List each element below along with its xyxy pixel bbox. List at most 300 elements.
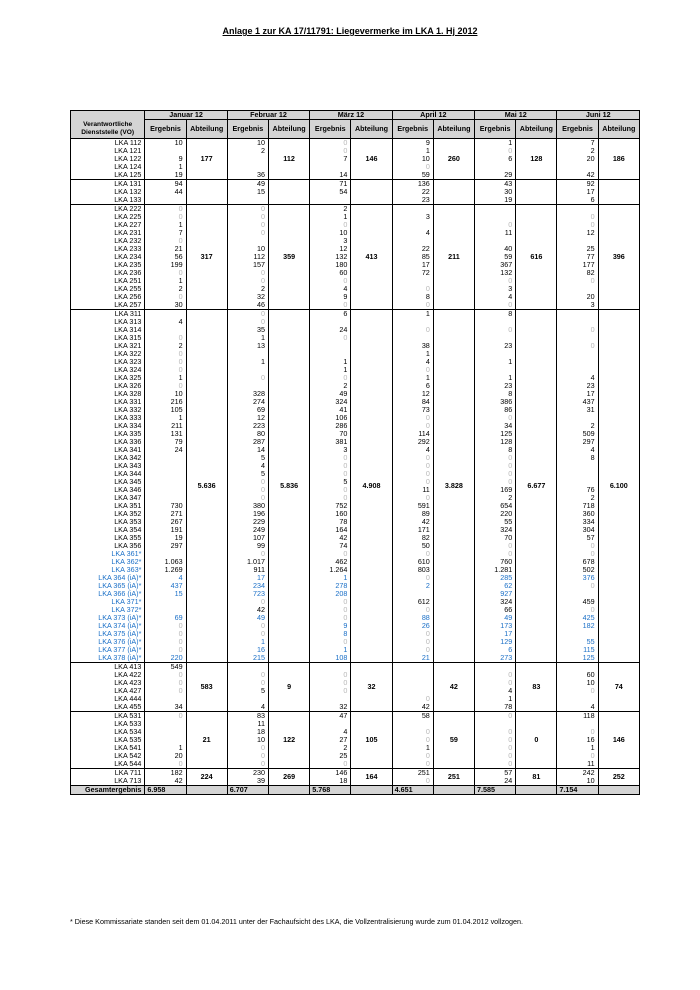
ergebnis-cell [310, 163, 351, 171]
ergebnis-cell: 17 [475, 630, 516, 638]
ergebnis-cell: 20 [145, 752, 186, 760]
ergebnis-cell: 0 [475, 470, 516, 478]
ergebnis-cell: 0 [392, 574, 433, 582]
ergebnis-cell: 297 [557, 438, 598, 446]
ergebnis-cell: 17 [557, 390, 598, 398]
ergebnis-cell [227, 382, 268, 390]
ergebnis-cell: 43 [475, 180, 516, 189]
ergebnis-cell: 360 [557, 510, 598, 518]
ergebnis-cell: 42 [557, 171, 598, 180]
ergebnis-cell: 21 [145, 245, 186, 253]
unit-cell: LKA 341 [71, 446, 145, 454]
month-header: Februar 12 [227, 111, 309, 120]
ergebnis-cell: 0 [392, 638, 433, 646]
ergebnis-cell: 0 [475, 671, 516, 679]
ergebnis-cell: 11 [392, 486, 433, 494]
ergebnis-cell: 62 [475, 582, 516, 590]
ergebnis-cell: 1.017 [227, 558, 268, 566]
ergebnis-cell: 381 [310, 438, 351, 446]
ergebnis-cell: 0 [557, 542, 598, 550]
ergebnis-cell: 49 [227, 180, 268, 189]
ergebnis-cell: 0 [310, 454, 351, 462]
ergebnis-cell: 46 [227, 301, 268, 310]
ergebnis-cell: 0 [227, 310, 268, 319]
ergebnis-cell [392, 237, 433, 245]
ergebnis-cell: 6 [475, 155, 516, 163]
ergebnis-cell: 0 [475, 712, 516, 721]
ergebnis-cell: 234 [227, 582, 268, 590]
ergebnis-cell: 0 [392, 695, 433, 703]
table-row [71, 205, 640, 214]
ergebnis-cell: 324 [475, 598, 516, 606]
ergebnis-cell: 8 [475, 310, 516, 319]
ergebnis-cell [145, 598, 186, 606]
total-label: Gesamtergebnis [71, 786, 145, 795]
unit-cell: LKA 455 [71, 703, 145, 712]
ergebnis-cell: 55 [475, 518, 516, 526]
unit-cell: LKA 324 [71, 366, 145, 374]
ergebnis-cell: 1.063 [145, 558, 186, 566]
ergebnis-cell: 18 [227, 728, 268, 736]
ergebnis-cell [475, 663, 516, 672]
ergebnis-cell: 0 [227, 205, 268, 214]
document-title: Anlage 1 zur KA 17/11791: Liegevermerke im LKA 1. Hj 2012 [222, 26, 478, 36]
ergebnis-cell [310, 350, 351, 358]
total-abteilung-cell [351, 786, 392, 795]
unit-cell: LKA 362* [71, 558, 145, 566]
ergebnis-cell: 77 [557, 253, 598, 261]
ergebnis-cell: 0 [557, 213, 598, 221]
ergebnis-cell: 6 [392, 382, 433, 390]
unit-cell: LKA 365 (iA)* [71, 582, 145, 590]
ergebnis-cell: 70 [475, 534, 516, 542]
ergebnis-cell: 157 [227, 261, 268, 269]
ergebnis-cell: 5 [227, 687, 268, 695]
ergebnis-cell: 125 [557, 654, 598, 663]
ergebnis-cell: 32 [310, 703, 351, 712]
total-value: 6.958 [145, 786, 186, 795]
ergebnis-cell: 216 [145, 398, 186, 406]
ergebnis-cell: 1 [145, 277, 186, 285]
unit-cell: LKA 235 [71, 261, 145, 269]
abteilung-cell: 42 [433, 663, 474, 712]
ergebnis-cell: 160 [310, 510, 351, 518]
ergebnis-cell [145, 462, 186, 470]
ergebnis-cell: 0 [310, 462, 351, 470]
ergebnis-cell: 249 [227, 526, 268, 534]
ergebnis-cell: 0 [557, 606, 598, 614]
ergebnis-cell: 1 [145, 221, 186, 229]
ergebnis-cell [145, 486, 186, 494]
ergebnis-cell: 82 [557, 269, 598, 277]
ergebnis-cell: 0 [392, 736, 433, 744]
ergebnis-cell [145, 478, 186, 486]
ergebnis-cell: 2 [145, 285, 186, 293]
ergebnis-cell: 2 [557, 494, 598, 502]
ergebnis-cell [557, 318, 598, 326]
ergebnis-cell: 0 [145, 638, 186, 646]
abteilung-cell: 177 [186, 139, 227, 180]
ergebnis-cell: 0 [475, 478, 516, 486]
ergebnis-cell: 927 [475, 590, 516, 598]
unit-cell: LKA 363* [71, 566, 145, 574]
ergebnis-cell: 367 [475, 261, 516, 269]
ergebnis-cell: 10 [310, 229, 351, 237]
ergebnis-cell: 723 [227, 590, 268, 598]
ergebnis-cell: 4 [557, 374, 598, 382]
ergebnis-cell: 80 [227, 430, 268, 438]
ergebnis-cell: 118 [557, 712, 598, 721]
ergebnis-cell: 0 [227, 277, 268, 285]
abteilung-cell: 317 [186, 205, 227, 310]
ergebnis-cell [557, 590, 598, 598]
abteilung-cell [351, 180, 392, 205]
ergebnis-cell: 10 [145, 390, 186, 398]
ergebnis-cell: 0 [392, 646, 433, 654]
ergebnis-cell: 0 [392, 301, 433, 310]
table-row [71, 310, 640, 319]
ergebnis-cell: 115 [557, 646, 598, 654]
ergebnis-cell: 0 [145, 622, 186, 630]
ergebnis-cell: 0 [392, 630, 433, 638]
ergebnis-cell: 0 [310, 638, 351, 646]
ergebnis-cell: 8 [310, 630, 351, 638]
ergebnis-cell: 106 [310, 414, 351, 422]
ergebnis-cell [557, 285, 598, 293]
ergebnis-cell [557, 478, 598, 486]
ergebnis-cell: 220 [145, 654, 186, 663]
ergebnis-cell: 502 [557, 566, 598, 574]
unit-cell: LKA 413 [71, 663, 145, 672]
ergebnis-cell: 23 [475, 382, 516, 390]
ergebnis-cell: 0 [145, 366, 186, 374]
ergebnis-cell: 0 [227, 269, 268, 277]
abteilung-cell: 211 [433, 205, 474, 310]
ergebnis-cell: 79 [145, 438, 186, 446]
ergebnis-cell: 12 [392, 390, 433, 398]
ergebnis-cell: 0 [227, 630, 268, 638]
ergebnis-cell: 5 [227, 470, 268, 478]
ergebnis-cell [557, 414, 598, 422]
unit-cell: LKA 535 [71, 736, 145, 744]
ergebnis-cell: 105 [145, 406, 186, 414]
ergebnis-cell: 30 [145, 301, 186, 310]
ergebnis-cell: 0 [392, 462, 433, 470]
ergebnis-header: Ergebnis [392, 120, 433, 139]
ergebnis-cell: 83 [227, 712, 268, 721]
unit-cell: LKA 343 [71, 462, 145, 470]
ergebnis-cell: 1 [475, 139, 516, 148]
ergebnis-cell: 69 [145, 614, 186, 622]
abteilung-cell [433, 180, 474, 205]
ergebnis-cell: 220 [475, 510, 516, 518]
ergebnis-cell: 8 [475, 390, 516, 398]
unit-cell: LKA 251 [71, 277, 145, 285]
ergebnis-cell: 0 [557, 550, 598, 558]
ergebnis-cell [145, 720, 186, 728]
table-header [71, 111, 640, 139]
unit-cell: LKA 232 [71, 237, 145, 245]
unit-cell: LKA 378 (iA)* [71, 654, 145, 663]
ergebnis-cell: 1 [145, 414, 186, 422]
unit-cell: LKA 233 [71, 245, 145, 253]
unit-cell: LKA 374 (iA)* [71, 622, 145, 630]
ergebnis-cell: 0 [145, 382, 186, 390]
abteilung-header: Abteilung [598, 120, 639, 139]
ergebnis-cell: 2 [310, 382, 351, 390]
ergebnis-cell [145, 454, 186, 462]
ergebnis-cell: 0 [145, 334, 186, 342]
ergebnis-cell: 42 [392, 518, 433, 526]
unit-cell: LKA 112 [71, 139, 145, 148]
month-header: Mai 12 [475, 111, 557, 120]
ergebnis-cell [227, 695, 268, 703]
ergebnis-cell: 509 [557, 430, 598, 438]
ergebnis-cell: 4 [310, 285, 351, 293]
ergebnis-cell: 50 [392, 542, 433, 550]
ergebnis-cell: 230 [227, 769, 268, 778]
ergebnis-cell: 42 [145, 777, 186, 786]
ergebnis-cell: 0 [475, 744, 516, 752]
total-abteilung-cell [598, 786, 639, 795]
ergebnis-cell: 164 [310, 526, 351, 534]
ergebnis-cell [557, 358, 598, 366]
ergebnis-cell: 0 [145, 269, 186, 277]
ergebnis-cell [475, 237, 516, 245]
ergebnis-cell: 324 [475, 526, 516, 534]
ergebnis-cell: 88 [392, 614, 433, 622]
liegevermerke-table [70, 110, 640, 795]
ergebnis-cell [392, 590, 433, 598]
ergebnis-cell: 0 [475, 414, 516, 422]
ergebnis-cell: 7 [557, 139, 598, 148]
ergebnis-cell [227, 350, 268, 358]
abteilung-cell: 0 [516, 712, 557, 769]
ergebnis-cell: 0 [310, 494, 351, 502]
ergebnis-cell [475, 334, 516, 342]
ergebnis-cell: 208 [310, 590, 351, 598]
ergebnis-cell: 41 [310, 406, 351, 414]
ergebnis-cell [310, 342, 351, 350]
total-abteilung-cell [186, 786, 227, 795]
unit-cell: LKA 355 [71, 534, 145, 542]
ergebnis-cell: 0 [475, 147, 516, 155]
abteilung-cell: 105 [351, 712, 392, 769]
ergebnis-cell: 40 [475, 245, 516, 253]
ergebnis-cell: 273 [475, 654, 516, 663]
ergebnis-cell: 0 [557, 342, 598, 350]
ergebnis-cell: 0 [475, 542, 516, 550]
ergebnis-cell [227, 663, 268, 672]
liegevermerke-table-container [70, 110, 640, 795]
abteilung-cell: 616 [516, 205, 557, 310]
ergebnis-cell: 108 [310, 654, 351, 663]
unit-cell: LKA 376 (iA)* [71, 638, 145, 646]
ergebnis-cell: 0 [310, 687, 351, 695]
month-header: Januar 12 [145, 111, 227, 120]
month-header: April 12 [392, 111, 474, 120]
ergebnis-header: Ergebnis [310, 120, 351, 139]
ergebnis-cell: 0 [392, 454, 433, 462]
ergebnis-cell: 19 [145, 171, 186, 180]
ergebnis-cell: 2 [227, 147, 268, 155]
ergebnis-cell: 70 [310, 430, 351, 438]
ergebnis-cell: 437 [145, 582, 186, 590]
ergebnis-cell: 38 [392, 342, 433, 350]
ergebnis-cell [557, 720, 598, 728]
abteilung-cell: 413 [351, 205, 392, 310]
abteilung-header: Abteilung [351, 120, 392, 139]
ergebnis-cell: 334 [557, 518, 598, 526]
ergebnis-cell [310, 695, 351, 703]
ergebnis-cell: 0 [475, 462, 516, 470]
ergebnis-cell: 10 [557, 679, 598, 687]
abteilung-cell: 164 [351, 769, 392, 786]
unit-cell: LKA 366 (iA)* [71, 590, 145, 598]
unit-cell: LKA 256 [71, 293, 145, 301]
ergebnis-cell: 42 [310, 534, 351, 542]
ergebnis-cell: 49 [310, 390, 351, 398]
ergebnis-cell: 0 [310, 277, 351, 285]
ergebnis-cell: 1 [145, 163, 186, 171]
ergebnis-cell: 1 [392, 310, 433, 319]
ergebnis-cell: 0 [227, 671, 268, 679]
unit-cell: LKA 373 (iA)* [71, 614, 145, 622]
total-abteilung-cell [268, 786, 309, 795]
ergebnis-cell: 0 [145, 712, 186, 721]
ergebnis-cell: 18 [310, 777, 351, 786]
ergebnis-cell: 0 [392, 752, 433, 760]
ergebnis-cell: 1 [227, 358, 268, 366]
ergebnis-cell: 47 [310, 712, 351, 721]
abteilung-cell: 21 [186, 712, 227, 769]
ergebnis-cell: 1 [392, 147, 433, 155]
ergebnis-cell: 6 [310, 310, 351, 319]
ergebnis-cell: 9 [392, 139, 433, 148]
ergebnis-cell: 5 [227, 454, 268, 462]
ergebnis-cell: 73 [392, 406, 433, 414]
abteilung-header: Abteilung [516, 120, 557, 139]
ergebnis-cell: 82 [392, 534, 433, 542]
total-abteilung-cell [516, 786, 557, 795]
abteilung-cell: 260 [433, 139, 474, 180]
ergebnis-cell: 21 [392, 654, 433, 663]
ergebnis-cell: 549 [145, 663, 186, 672]
unit-cell: LKA 255 [71, 285, 145, 293]
ergebnis-cell: 1 [392, 374, 433, 382]
ergebnis-cell: 0 [392, 285, 433, 293]
ergebnis-cell [310, 663, 351, 672]
ergebnis-cell: 0 [310, 671, 351, 679]
ergebnis-cell: 34 [145, 703, 186, 712]
unit-cell: LKA 335 [71, 430, 145, 438]
ergebnis-cell: 4 [145, 574, 186, 582]
abteilung-cell: 583 [186, 663, 227, 712]
ergebnis-cell [310, 196, 351, 205]
unit-cell: LKA 371* [71, 598, 145, 606]
ergebnis-cell [227, 163, 268, 171]
unit-cell: LKA 356 [71, 542, 145, 550]
ergebnis-cell: 2 [392, 582, 433, 590]
ergebnis-cell [145, 736, 186, 744]
ergebnis-cell: 72 [392, 269, 433, 277]
ergebnis-cell: 49 [227, 614, 268, 622]
ergebnis-cell: 1 [227, 334, 268, 342]
ergebnis-cell: 10 [557, 777, 598, 786]
ergebnis-cell [557, 630, 598, 638]
ergebnis-cell: 5 [310, 478, 351, 486]
ergebnis-cell: 199 [145, 261, 186, 269]
ergebnis-cell: 58 [392, 712, 433, 721]
ergebnis-cell: 0 [310, 374, 351, 382]
ergebnis-cell: 610 [392, 558, 433, 566]
ergebnis-cell: 10 [227, 139, 268, 148]
abteilung-cell: 3.828 [433, 310, 474, 663]
unit-cell: LKA 541 [71, 744, 145, 752]
ergebnis-cell: 0 [392, 760, 433, 769]
ergebnis-cell: 0 [392, 478, 433, 486]
ergebnis-cell: 0 [145, 679, 186, 687]
total-row [71, 786, 640, 795]
ergebnis-cell: 0 [310, 139, 351, 148]
unit-cell: LKA 131 [71, 180, 145, 189]
abteilung-cell: 224 [186, 769, 227, 786]
ergebnis-cell: 17 [557, 188, 598, 196]
abteilung-header: Abteilung [268, 120, 309, 139]
abteilung-cell: 269 [268, 769, 309, 786]
ergebnis-cell: 0 [310, 486, 351, 494]
ergebnis-cell: 0 [475, 736, 516, 744]
ergebnis-cell: 223 [227, 422, 268, 430]
ergebnis-cell: 11 [557, 760, 598, 769]
abteilung-cell: 9 [268, 663, 309, 712]
ergebnis-cell: 760 [475, 558, 516, 566]
ergebnis-cell: 0 [557, 326, 598, 334]
ergebnis-cell: 803 [392, 566, 433, 574]
unit-cell: LKA 257 [71, 301, 145, 310]
ergebnis-cell: 0 [392, 422, 433, 430]
ergebnis-cell: 10 [227, 736, 268, 744]
ergebnis-cell: 591 [392, 502, 433, 510]
ergebnis-cell: 16 [227, 646, 268, 654]
ergebnis-cell: 42 [227, 606, 268, 614]
ergebnis-cell [475, 163, 516, 171]
ergebnis-cell: 1 [310, 358, 351, 366]
ergebnis-cell: 376 [557, 574, 598, 582]
ergebnis-cell: 10 [392, 155, 433, 163]
table-row [71, 180, 640, 189]
ergebnis-cell: 1.269 [145, 566, 186, 574]
ergebnis-cell: 9 [310, 293, 351, 301]
table-body [71, 139, 640, 795]
ergebnis-cell: 0 [392, 550, 433, 558]
ergebnis-cell: 0 [227, 374, 268, 382]
ergebnis-cell: 71 [310, 180, 351, 189]
total-value: 7.585 [475, 786, 516, 795]
ergebnis-cell: 12 [227, 414, 268, 422]
table-row [71, 139, 640, 148]
ergebnis-cell [227, 366, 268, 374]
ergebnis-cell [557, 310, 598, 319]
ergebnis-cell: 459 [557, 598, 598, 606]
ergebnis-cell: 0 [310, 598, 351, 606]
ergebnis-cell: 9 [145, 155, 186, 163]
ergebnis-cell: 0 [227, 213, 268, 221]
ergebnis-cell: 267 [145, 518, 186, 526]
ergebnis-cell: 11 [227, 720, 268, 728]
ergebnis-cell: 0 [310, 301, 351, 310]
table-row [71, 712, 640, 721]
